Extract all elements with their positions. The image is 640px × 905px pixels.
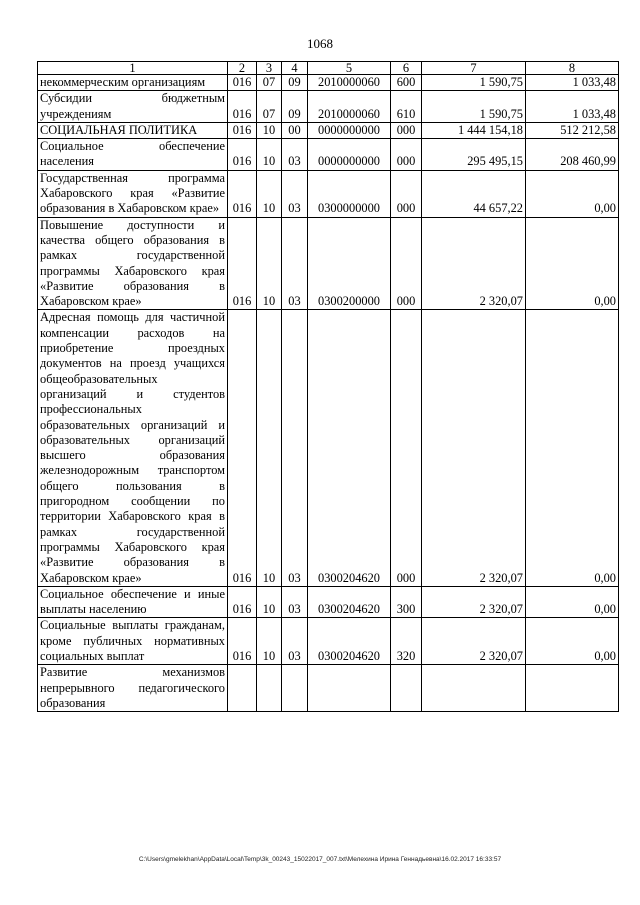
- expense-type-cell: 000: [391, 217, 422, 310]
- target-article-cell: 0300204620: [308, 618, 391, 665]
- subsection-cell: 03: [282, 139, 308, 171]
- amount-cell: [422, 665, 526, 712]
- expense-type-cell: 600: [391, 75, 422, 91]
- amount-cell: 44 657,22: [422, 170, 526, 217]
- subsection-cell: 03: [282, 310, 308, 586]
- amount-cell: 2 320,07: [422, 586, 526, 618]
- table-row: [38, 665, 619, 712]
- table-row: [38, 217, 619, 310]
- amount-cell: 0,00: [526, 586, 619, 618]
- subsection-cell: 09: [282, 75, 308, 91]
- row-name-cell: Государственная программа Хабаровского края «Развитие образования в Хабаровском крае»: [38, 170, 228, 217]
- admin-code-cell: 016: [228, 217, 257, 310]
- section-cell: 10: [257, 217, 282, 310]
- table-row: [38, 91, 619, 123]
- target-article-cell: 0300000000: [308, 170, 391, 217]
- admin-code-cell: 016: [228, 122, 257, 138]
- section-cell: 10: [257, 170, 282, 217]
- row-name-cell: СОЦИАЛЬНАЯ ПОЛИТИКА: [38, 122, 228, 138]
- header-cell: 3: [257, 62, 282, 75]
- expense-type-cell: 000: [391, 170, 422, 217]
- subsection-cell: 09: [282, 91, 308, 123]
- target-article-cell: 0000000000: [308, 122, 391, 138]
- amount-cell: 1 590,75: [422, 91, 526, 123]
- row-name-cell: Повышение доступности и качества общего образования в рамках государственной программы Хабаровского края «Развитие образования в Хабаровском крае»: [38, 217, 228, 310]
- expense-type-cell: [391, 665, 422, 712]
- amount-cell: 1 033,48: [526, 91, 619, 123]
- header-row: [38, 62, 619, 75]
- amount-cell: 1 590,75: [422, 75, 526, 91]
- page-number: 1068: [307, 36, 333, 51]
- amount-cell: 0,00: [526, 217, 619, 310]
- section-cell: 07: [257, 75, 282, 91]
- header-cell: 2: [228, 62, 257, 75]
- row-name-cell: Социальное обеспечение и иные выплаты населению: [38, 586, 228, 618]
- amount-cell: 0,00: [526, 618, 619, 665]
- header-cell: 7: [422, 62, 526, 75]
- amount-cell: 0,00: [526, 310, 619, 586]
- admin-code-cell: 016: [228, 618, 257, 665]
- expense-type-cell: 320: [391, 618, 422, 665]
- amount-cell: 1 033,48: [526, 75, 619, 91]
- header-cell: 1: [38, 62, 228, 75]
- expense-type-cell: 000: [391, 122, 422, 138]
- target-article-cell: 0000000000: [308, 139, 391, 171]
- amount-cell: 2 320,07: [422, 217, 526, 310]
- admin-code-cell: 016: [228, 75, 257, 91]
- subsection-cell: 03: [282, 217, 308, 310]
- expense-type-cell: 610: [391, 91, 422, 123]
- footer-file-path: C:\Users\gmelekhan\AppData\Local\Temp\3k_00243_15022017_007.txt\Мелехина Ирина Геннадьевна\16.02.2017 16:33:57: [138, 856, 502, 863]
- budget-table: [37, 61, 619, 712]
- target-article-cell: 2010000060: [308, 75, 391, 91]
- amount-cell: 0,00: [526, 170, 619, 217]
- section-cell: 07: [257, 91, 282, 123]
- table-row: [38, 139, 619, 171]
- header-cell: 5: [308, 62, 391, 75]
- expense-type-cell: 300: [391, 586, 422, 618]
- table-row: [38, 618, 619, 665]
- amount-cell: 295 495,15: [422, 139, 526, 171]
- amount-cell: [526, 665, 619, 712]
- table-row: [38, 75, 619, 91]
- amount-cell: 2 320,07: [422, 618, 526, 665]
- admin-code-cell: 016: [228, 170, 257, 217]
- amount-cell: 1 444 154,18: [422, 122, 526, 138]
- table-row: [38, 586, 619, 618]
- subsection-cell: [282, 665, 308, 712]
- target-article-cell: 0300204620: [308, 586, 391, 618]
- header-cell: 8: [526, 62, 619, 75]
- row-name-cell: Адресная помощь для частичной компенсации расходов на приобретение проездных документов на проезд учащихся общеобразовательных организаций и студентов профессиональных образовательных организаций и образовательных организаций высшего образования железнодорожным транспортом общего пользования в пригородном сообщении по территории Хабаровского края в рамках государственной программы Хабаровского края «Развитие образования в Хабаровском крае»: [38, 310, 228, 586]
- table-row: [38, 310, 619, 586]
- subsection-cell: 03: [282, 170, 308, 217]
- section-cell: 10: [257, 310, 282, 586]
- section-cell: 10: [257, 139, 282, 171]
- admin-code-cell: 016: [228, 91, 257, 123]
- section-cell: 10: [257, 618, 282, 665]
- subsection-cell: 03: [282, 618, 308, 665]
- table-row: [38, 170, 619, 217]
- header-cell: 6: [391, 62, 422, 75]
- row-name-cell: некоммерческим организациям: [38, 75, 228, 91]
- table-row: [38, 122, 619, 138]
- row-name-cell: Развитие механизмов непрерывного педагогического образования: [38, 665, 228, 712]
- row-name-cell: Социальные выплаты гражданам, кроме публичных нормативных социальных выплат: [38, 618, 228, 665]
- subsection-cell: 00: [282, 122, 308, 138]
- amount-cell: 2 320,07: [422, 310, 526, 586]
- target-article-cell: 2010000060: [308, 91, 391, 123]
- header-cell: 4: [282, 62, 308, 75]
- subsection-cell: 03: [282, 586, 308, 618]
- admin-code-cell: 016: [228, 586, 257, 618]
- section-cell: 10: [257, 586, 282, 618]
- target-article-cell: 0300204620: [308, 310, 391, 586]
- expense-type-cell: 000: [391, 139, 422, 171]
- row-name-cell: Субсидии бюджетным учреждениям: [38, 91, 228, 123]
- section-cell: 10: [257, 122, 282, 138]
- section-cell: [257, 665, 282, 712]
- admin-code-cell: 016: [228, 310, 257, 586]
- admin-code-cell: 016: [228, 139, 257, 171]
- target-article-cell: 0300200000: [308, 217, 391, 310]
- amount-cell: 512 212,58: [526, 122, 619, 138]
- target-article-cell: [308, 665, 391, 712]
- row-name-cell: Социальное обеспечение населения: [38, 139, 228, 171]
- expense-type-cell: 000: [391, 310, 422, 586]
- amount-cell: 208 460,99: [526, 139, 619, 171]
- admin-code-cell: [228, 665, 257, 712]
